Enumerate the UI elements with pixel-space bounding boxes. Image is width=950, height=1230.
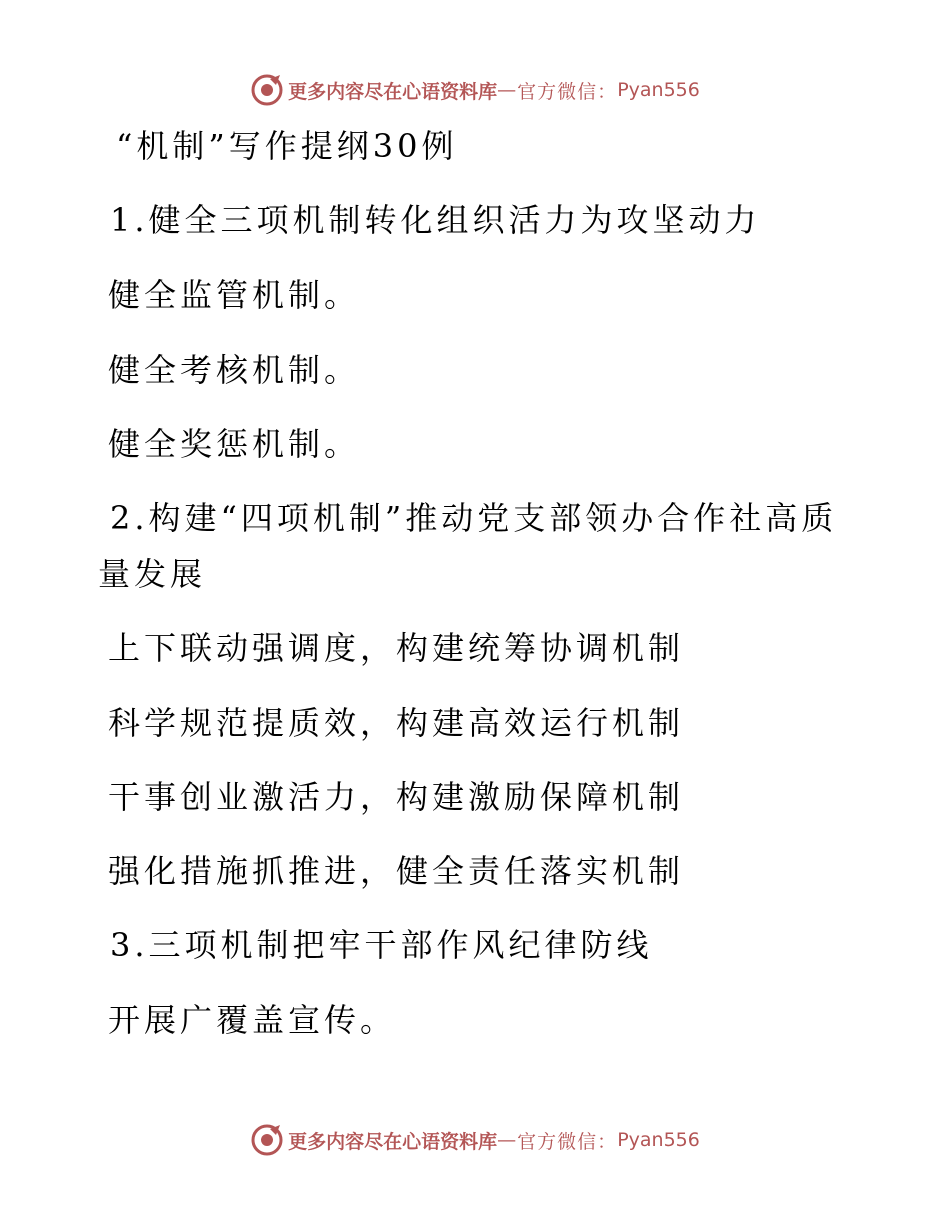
footer-watermark-banner (0, 1120, 950, 1160)
section-heading-2-continued: 量发展 (98, 555, 207, 593)
banner-site-text: 更多内容尽在心语资料库 (288, 80, 498, 103)
banner-wechat-id: Pyan556 (617, 79, 700, 101)
banner-site-text: 更多内容尽在心语资料库 (288, 1130, 498, 1153)
paragraph-line: 健全奖惩机制。 (108, 425, 361, 463)
paragraph-line: 强化措施抓推进，健全责任落实机制 (108, 852, 685, 890)
pen-circle-logo-icon (250, 1123, 284, 1157)
document-title: “机制”写作提纲30例 (116, 127, 458, 165)
banner-dash: — (497, 1129, 518, 1151)
paragraph-line: 上下联动强调度，构建统筹协调机制 (108, 629, 685, 667)
banner-official-text: 官方微信： (517, 1130, 618, 1153)
paragraph-line: 健全考核机制。 (108, 351, 361, 389)
paragraph-line: 干事创业激活力，构建激励保障机制 (108, 778, 685, 816)
banner-wechat-id: Pyan556 (617, 1129, 700, 1151)
banner-dash: — (497, 79, 518, 101)
paragraph-line: 健全监管机制。 (108, 276, 361, 314)
section-heading-3: 3.三项机制把牢干部作风纪律防线 (110, 926, 653, 964)
paragraph-line: 开展广覆盖宣传。 (108, 1001, 397, 1039)
banner-official-text: 官方微信： (517, 80, 618, 103)
section-heading-2: 2.构建“四项机制”推动党支部领办合作社高质 (110, 499, 838, 537)
section-heading-1: 1.健全三项机制转化组织活力为攻坚动力 (110, 201, 761, 239)
paragraph-line: 科学规范提质效，构建高效运行机制 (108, 704, 685, 742)
